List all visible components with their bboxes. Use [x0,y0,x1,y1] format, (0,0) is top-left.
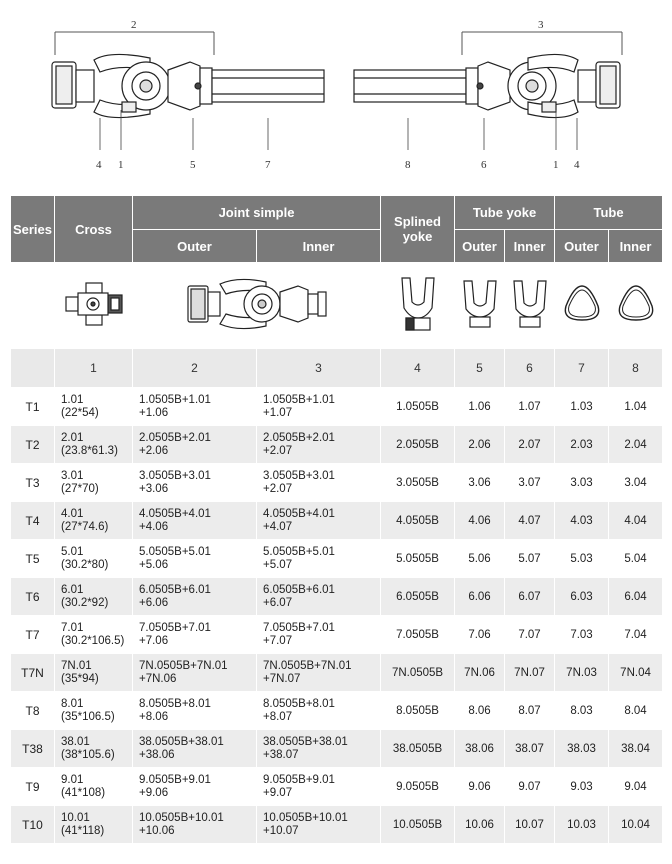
joint-outer-cell-line: +10.06 [139,824,175,837]
callout-right-8: 8 [405,159,411,171]
tube-yoke-inner-cell: 5.07 [505,540,555,578]
image-cell-empty [11,263,55,349]
part-number: 2 [133,349,257,388]
joint-outer-cell [133,654,257,692]
part-number-row [11,349,663,388]
joint-outer-cell-line: +6.06 [139,596,169,609]
joint-outer-cell [133,502,257,540]
cross-cell-line: 9.01 [61,773,84,786]
tube-outer-cell: 8.03 [555,692,609,730]
tube-yoke-inner-cell: 38.07 [505,730,555,768]
joint-inner-cell [257,768,381,806]
joint-outer-cell [133,616,257,654]
image-cell-tube-inner [609,263,663,349]
callout-left-7: 7 [265,159,271,171]
table-row [11,806,663,844]
joint-outer-cell-line: +9.06 [139,786,169,799]
cross-cell-line: 6.01 [61,583,84,596]
joint-inner-cell [257,806,381,844]
tube-yoke-outer-cell: 1.06 [455,388,505,426]
part-number: 4 [381,349,455,388]
header-tube-yoke: Tube yoke [455,196,555,230]
splined-yoke-cell: 2.0505B [381,426,455,464]
tube-inner-cell: 2.04 [609,426,663,464]
joint-outer-cell-line: +38.06 [139,748,175,761]
table-row [11,616,663,654]
joint-outer-cell-line: +7N.06 [139,672,177,685]
tube-yoke-inner-cell: 9.07 [505,768,555,806]
cross-cell [55,654,133,692]
joint-inner-cell-line: 4.0505B+4.01 [263,507,335,520]
image-cell-tube-outer [555,263,609,349]
header-tube-inner: Inner [609,230,663,263]
left-tube-drawing [212,70,324,102]
joint-inner-cell [257,692,381,730]
joint-inner-cell [257,578,381,616]
joint-outer-cell-line: 10.0505B+10.01 [139,811,224,824]
cross-cell-line: (30.2*80) [61,558,109,571]
universal-joint-cross-icon [64,281,124,327]
cross-cell-line: 7.01 [61,621,84,634]
tube-yoke-inner-cell: 3.07 [505,464,555,502]
dimension-bracket-right [462,32,622,55]
joint-inner-cell-line: 10.0505B+10.01 [263,811,348,824]
splined-yoke-cell: 3.0505B [381,464,455,502]
joint-outer-cell-line: +8.06 [139,710,169,723]
series-cell: T10 [11,806,55,844]
cross-cell-line: 1.01 [61,393,84,406]
tube-outer-cell: 7.03 [555,616,609,654]
series-cell: T5 [11,540,55,578]
joint-inner-cell-line: +8.07 [263,710,293,723]
cross-cell [55,502,133,540]
joint-inner-cell-line: +2.07 [263,444,293,457]
cross-cell [55,730,133,768]
cross-cell-line: (35*94) [61,672,99,685]
joint-outer-cell-line: 6.0505B+6.01 [139,583,211,596]
image-cell-tube-yoke-outer [455,263,505,349]
cross-cell-line: (30.2*92) [61,596,109,609]
tube-yoke-outer-cell: 8.06 [455,692,505,730]
part-number: 7 [555,349,609,388]
tube-yoke-outer-cell: 2.06 [455,426,505,464]
tube-yoke-inner-cell: 6.07 [505,578,555,616]
tube-yoke-inner-cell: 7.07 [505,616,555,654]
cross-cell [55,616,133,654]
part-number-empty [11,349,55,388]
joint-outer-cell-line: +2.06 [139,444,169,457]
tube-yoke-outer-cell: 38.06 [455,730,505,768]
cross-cell [55,578,133,616]
cross-cell-line: (22*54) [61,406,99,419]
universal-joint-assembly-icon [182,274,332,334]
tube-outer-cell: 3.03 [555,464,609,502]
series-cell: T8 [11,692,55,730]
parts-table [10,195,663,844]
joint-inner-cell-line: +38.07 [263,748,299,761]
callout-right-6: 6 [481,159,487,171]
cross-cell [55,540,133,578]
cross-cell-line: (41*118) [61,824,105,837]
joint-inner-cell-line: 7N.0505B+7N.01 [263,659,352,672]
tube-yoke-outer-cell: 7.06 [455,616,505,654]
tube-yoke-inner-cell: 4.07 [505,502,555,540]
joint-inner-cell [257,388,381,426]
tube-outer-cell: 9.03 [555,768,609,806]
header-cross: Cross [55,196,133,263]
joint-outer-cell-line: 7N.0505B+7N.01 [139,659,228,672]
joint-inner-cell-line: +10.07 [263,824,299,837]
joint-outer-cell-line: 5.0505B+5.01 [139,545,211,558]
cross-cell-line: 7N.01 [61,659,92,672]
driveshaft-diagram [0,0,672,190]
joint-inner-cell-line: +2.07 [263,482,293,495]
cross-cell [55,388,133,426]
joint-outer-cell [133,426,257,464]
image-cell-tube-yoke-inner [505,263,555,349]
joint-outer-cell-line: 38.0505B+38.01 [139,735,224,748]
image-cell-splined-yoke [381,263,455,349]
cross-cell-line: (23.8*61.3) [61,444,118,457]
table-row [11,768,663,806]
tube-outer-cell: 10.03 [555,806,609,844]
part-number: 3 [257,349,381,388]
splined-yoke-cell: 4.0505B [381,502,455,540]
joint-inner-cell [257,464,381,502]
joint-inner-cell-line: 7.0505B+7.01 [263,621,335,634]
cross-cell-line: (35*106.5) [61,710,115,723]
joint-outer-cell-line: +3.06 [139,482,169,495]
tube-yoke-icon [460,277,500,331]
tube-yoke-inner-cell: 10.07 [505,806,555,844]
cross-cell-line: 5.01 [61,545,84,558]
table-row [11,388,663,426]
joint-outer-cell-line: +7.06 [139,634,169,647]
image-cell-joint [133,263,381,349]
cross-cell [55,426,133,464]
joint-outer-cell-line: 2.0505B+2.01 [139,431,211,444]
joint-inner-cell [257,616,381,654]
splined-yoke-cell: 8.0505B [381,692,455,730]
tube-inner-cell: 10.04 [609,806,663,844]
tube-yoke-outer-cell: 3.06 [455,464,505,502]
tube-outer-cell: 1.03 [555,388,609,426]
table-row [11,692,663,730]
splined-yoke-cell: 7N.0505B [381,654,455,692]
joint-inner-cell-line: +9.07 [263,786,293,799]
joint-outer-cell-line: 4.0505B+4.01 [139,507,211,520]
callout-leaders [100,110,577,150]
table-row [11,654,663,692]
splined-yoke-cell: 38.0505B [381,730,455,768]
joint-inner-cell [257,654,381,692]
cross-cell-line: 10.01 [61,811,90,824]
joint-inner-cell-line: +7N.07 [263,672,301,685]
joint-outer-cell [133,730,257,768]
header-tube-yoke-inner: Inner [505,230,555,263]
part-number: 5 [455,349,505,388]
cross-cell-line: 8.01 [61,697,84,710]
tube-inner-cell: 38.04 [609,730,663,768]
cross-cell-line: 38.01 [61,735,90,748]
joint-outer-cell-line: 8.0505B+8.01 [139,697,211,710]
splined-yoke-cell: 5.0505B [381,540,455,578]
tube-inner-cell: 4.04 [609,502,663,540]
series-cell: T6 [11,578,55,616]
tube-inner-cell: 1.04 [609,388,663,426]
tube-yoke-outer-cell: 5.06 [455,540,505,578]
tube-yoke-inner-cell: 1.07 [505,388,555,426]
tube-outer-cell: 38.03 [555,730,609,768]
right-joint-drawing [466,54,620,117]
callout-right-1: 1 [553,159,559,171]
tube-outer-cell: 2.03 [555,426,609,464]
tube-inner-cell: 7N.04 [609,654,663,692]
joint-outer-cell-line: 3.0505B+3.01 [139,469,211,482]
splined-yoke-cell: 7.0505B [381,616,455,654]
series-cell: T1 [11,388,55,426]
callout-left-5: 5 [190,159,196,171]
cross-cell-line: 3.01 [61,469,84,482]
tube-yoke-inner-cell: 2.07 [505,426,555,464]
series-cell: T7N [11,654,55,692]
joint-outer-cell [133,388,257,426]
series-cell: T38 [11,730,55,768]
cross-cell-line: (38*105.6) [61,748,115,761]
joint-inner-cell [257,730,381,768]
tube-yoke-icon [510,277,550,331]
part-number: 6 [505,349,555,388]
joint-inner-cell-line: 6.0505B+6.01 [263,583,335,596]
series-cell: T2 [11,426,55,464]
tube-yoke-outer-cell: 6.06 [455,578,505,616]
joint-inner-cell [257,502,381,540]
joint-inner-cell [257,426,381,464]
table-row [11,464,663,502]
joint-inner-cell-line: +6.07 [263,596,293,609]
cross-cell-line: (27*70) [61,482,99,495]
joint-inner-cell-line: 3.0505B+3.01 [263,469,335,482]
joint-outer-cell [133,540,257,578]
tube-inner-cell: 9.04 [609,768,663,806]
part-number: 1 [55,349,133,388]
cross-cell-line: (30.2*106.5) [61,634,125,647]
dimension-label-right: 3 [538,19,544,31]
triangular-tube-profile-icon [560,282,604,326]
joint-inner-cell-line: +5.07 [263,558,293,571]
joint-outer-cell-line: +4.06 [139,520,169,533]
header-joint-outer: Outer [133,230,257,263]
cross-cell [55,692,133,730]
joint-inner-cell-line: 8.0505B+8.01 [263,697,335,710]
series-cell: T4 [11,502,55,540]
joint-outer-cell [133,692,257,730]
image-cell-cross [55,263,133,349]
splined-yoke-cell: 9.0505B [381,768,455,806]
joint-outer-cell [133,806,257,844]
joint-inner-cell-line: 9.0505B+9.01 [263,773,335,786]
tube-outer-cell: 4.03 [555,502,609,540]
callout-left-1: 1 [118,159,124,171]
header-series: Series [11,196,55,263]
tube-yoke-inner-cell: 8.07 [505,692,555,730]
tube-inner-cell: 7.04 [609,616,663,654]
tube-yoke-outer-cell: 9.06 [455,768,505,806]
triangular-tube-profile-icon [614,282,658,326]
joint-outer-cell [133,464,257,502]
splined-yoke-cell: 1.0505B [381,388,455,426]
splined-yoke-icon [396,274,440,334]
callout-right-4: 4 [574,159,580,171]
header-joint-simple: Joint simple [133,196,381,230]
tube-yoke-outer-cell: 7N.06 [455,654,505,692]
cross-cell [55,464,133,502]
splined-yoke-cell: 6.0505B [381,578,455,616]
tube-yoke-outer-cell: 4.06 [455,502,505,540]
joint-inner-cell [257,540,381,578]
header-tube-outer: Outer [555,230,609,263]
joint-outer-cell [133,578,257,616]
joint-outer-cell-line: +5.06 [139,558,169,571]
joint-outer-cell [133,768,257,806]
table-row [11,578,663,616]
cross-cell-line: (27*74.6) [61,520,109,533]
cross-cell [55,768,133,806]
header-tube: Tube [555,196,663,230]
header-tube-yoke-outer: Outer [455,230,505,263]
tube-yoke-inner-cell: 7N.07 [505,654,555,692]
table-row [11,540,663,578]
tube-outer-cell: 7N.03 [555,654,609,692]
cross-cell-line: 4.01 [61,507,84,520]
header-splined-yoke: Splined yoke [381,196,455,263]
tube-inner-cell: 6.04 [609,578,663,616]
right-tube-drawing [354,70,466,102]
joint-inner-cell-line: 5.0505B+5.01 [263,545,335,558]
table-row [11,426,663,464]
image-row [11,263,663,349]
table-row [11,730,663,768]
header-joint-inner: Inner [257,230,381,263]
series-cell: T3 [11,464,55,502]
part-number: 8 [609,349,663,388]
series-cell: T7 [11,616,55,654]
joint-inner-cell-line: +1.07 [263,406,293,419]
joint-inner-cell-line: +7.07 [263,634,293,647]
tube-yoke-outer-cell: 10.06 [455,806,505,844]
joint-outer-cell-line: +1.06 [139,406,169,419]
joint-inner-cell-line: 1.0505B+1.01 [263,393,335,406]
joint-outer-cell-line: 1.0505B+1.01 [139,393,211,406]
joint-inner-cell-line: 2.0505B+2.01 [263,431,335,444]
cross-cell-line: 2.01 [61,431,84,444]
tube-inner-cell: 5.04 [609,540,663,578]
dimension-label-left: 2 [131,19,137,31]
table-body [11,388,663,844]
cross-cell [55,806,133,844]
joint-inner-cell-line: 38.0505B+38.01 [263,735,348,748]
tube-inner-cell: 3.04 [609,464,663,502]
callout-left-4: 4 [96,159,102,171]
table-row [11,502,663,540]
joint-inner-cell-line: +4.07 [263,520,293,533]
cross-cell-line: (41*108) [61,786,106,799]
dimension-bracket-left [55,32,214,55]
joint-outer-cell-line: 9.0505B+9.01 [139,773,211,786]
tube-inner-cell: 8.04 [609,692,663,730]
series-cell: T9 [11,768,55,806]
joint-outer-cell-line: 7.0505B+7.01 [139,621,211,634]
tube-outer-cell: 6.03 [555,578,609,616]
left-joint-drawing [52,54,212,117]
splined-yoke-cell: 10.0505B [381,806,455,844]
tube-outer-cell: 5.03 [555,540,609,578]
